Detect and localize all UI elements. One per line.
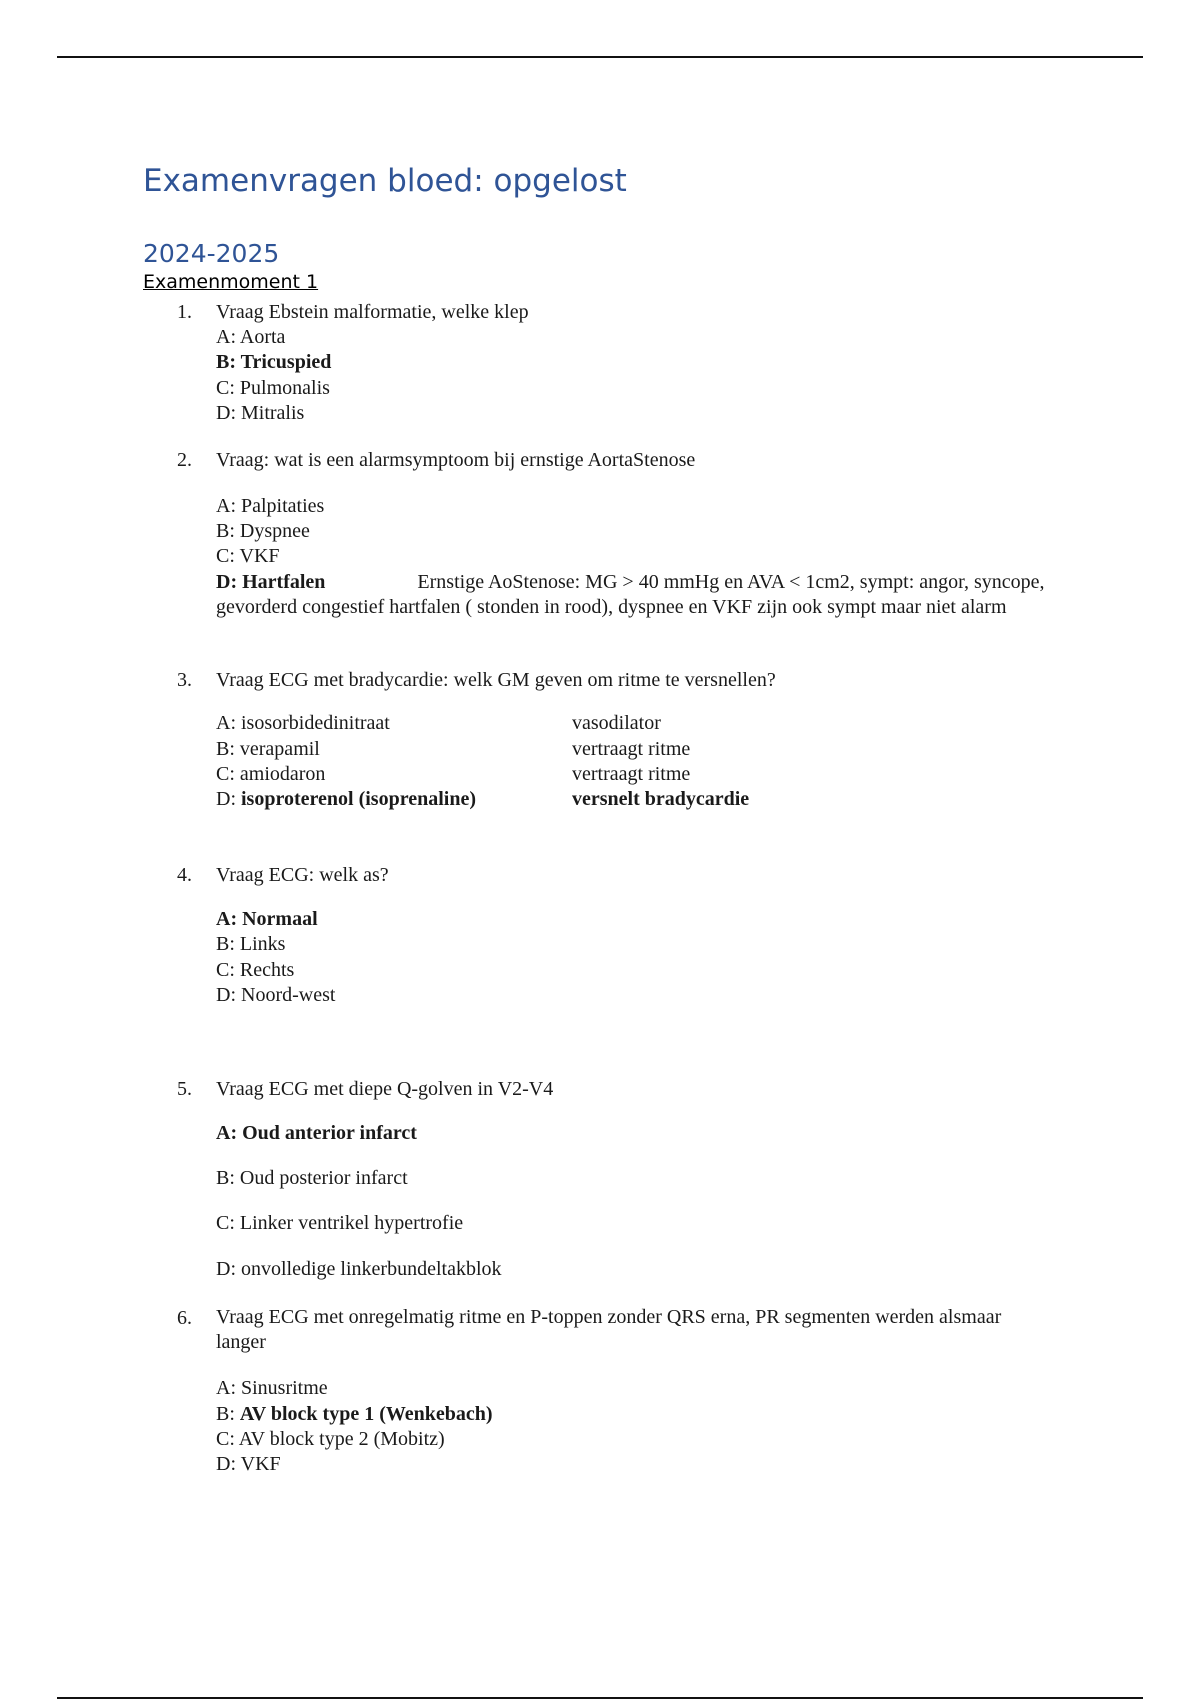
option-c: C: Rechts xyxy=(216,959,295,981)
option-b-note: vertraagt ritme xyxy=(572,738,691,760)
option-c: C: VKF xyxy=(216,545,280,567)
option-b: B: Oud posterior infarct xyxy=(216,1167,408,1189)
question-number: 3. xyxy=(177,669,192,691)
option-c: C: Linker ventrikel hypertrofie xyxy=(216,1212,464,1234)
question-text: Vraag ECG met diepe Q-golven in V2-V4 xyxy=(216,1078,554,1100)
option-a: A: Aorta xyxy=(216,326,286,348)
footer-rule xyxy=(57,1697,1143,1699)
option-b: B: Links xyxy=(216,933,286,955)
page-title: Examenvragen bloed: opgelost xyxy=(143,163,627,199)
question-number: 4. xyxy=(177,864,192,886)
option-c: C: amiodaron xyxy=(216,763,326,785)
option-a: A: Palpitaties xyxy=(216,495,325,517)
option-a: A: isosorbidedinitraat xyxy=(216,712,390,734)
option-a-correct: A: Normaal xyxy=(216,908,318,930)
question-number: 2. xyxy=(177,449,192,471)
option-b: B: Dyspnee xyxy=(216,520,310,542)
option-d: D: Noord-west xyxy=(216,984,336,1006)
question-text: Vraag ECG: welk as? xyxy=(216,864,389,886)
option-c: C: Pulmonalis xyxy=(216,377,330,399)
option-c: C: AV block type 2 (Mobitz) xyxy=(216,1428,445,1450)
option-d: D: onvolledige linkerbundeltakblok xyxy=(216,1258,502,1280)
question-number: 5. xyxy=(177,1078,192,1100)
question-number: 1. xyxy=(177,301,192,323)
option-c-note: vertraagt ritme xyxy=(572,763,691,785)
year-heading: 2024-2025 xyxy=(143,239,280,268)
answer-explanation: Ernstige AoStenose: MG > 40 mmHg en AVA < 1cm2, sympt: angor, syncope, gevorderd congestief hartfalen ( stonden in rood), dyspnee en VKF zijn ook sympt maar niet alarm xyxy=(216,571,1045,618)
question-text: Vraag ECG met bradycardie: welk GM geven om ritme te versnellen? xyxy=(216,669,776,691)
option-b-correct: AV block type 1 (Wenkebach) xyxy=(239,1403,493,1425)
option-d: D: VKF xyxy=(216,1453,281,1475)
option-a-correct: A: Oud anterior infarct xyxy=(216,1122,417,1144)
option-b xyxy=(216,1403,493,1426)
option-a-note: vasodilator xyxy=(572,712,661,734)
option-d-note: versnelt bradycardie xyxy=(572,788,750,810)
question-text: Vraag Ebstein malformatie, welke klep xyxy=(216,301,529,323)
header-rule xyxy=(57,56,1143,58)
option-d: D: Mitralis xyxy=(216,402,305,424)
option-b-correct: B: Tricuspied xyxy=(216,351,332,373)
exam-moment-heading: Examenmoment 1 xyxy=(143,271,319,293)
option-d-correct: isoproterenol (isoprenaline) xyxy=(241,788,476,810)
option-d-correct: D: Hartfalen xyxy=(216,571,326,593)
option-d-with-note xyxy=(216,570,1076,620)
question-text: Vraag ECG met onregelmatig ritme en P-toppen zonder QRS erna, PR segmenten werden alsmaar langer xyxy=(216,1306,1002,1353)
question-text: Vraag: wat is een alarmsymptoom bij ernstige AortaStenose xyxy=(216,449,696,471)
option-b: B: verapamil xyxy=(216,738,320,760)
option-a: A: Sinusritme xyxy=(216,1377,328,1399)
option-b-prefix: B: xyxy=(216,1403,240,1425)
question-number: 6. xyxy=(177,1307,192,1329)
option-d xyxy=(216,788,476,811)
option-d-prefix: D: xyxy=(216,788,241,810)
